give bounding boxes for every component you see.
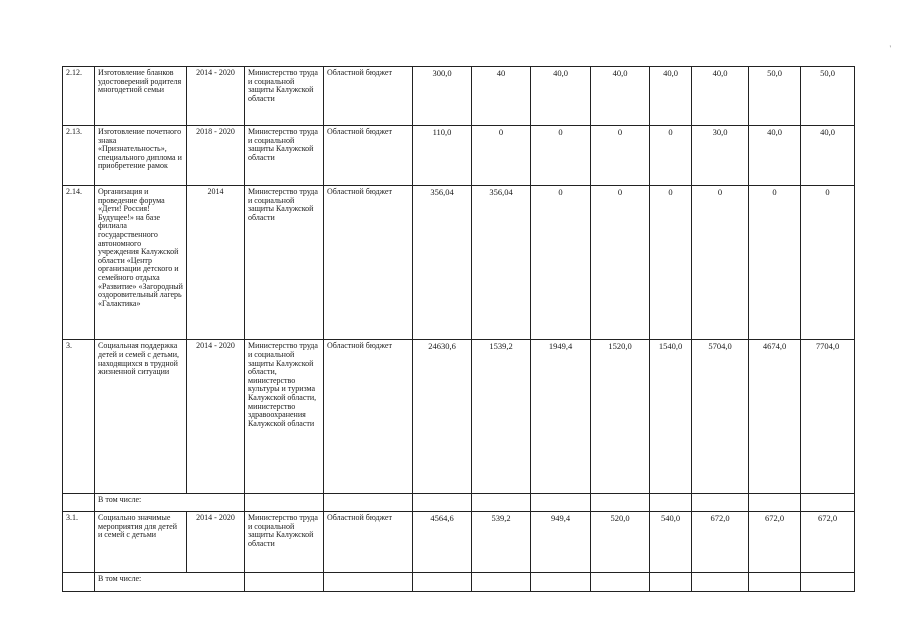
- budget-table: [62, 66, 855, 592]
- empty-cell: [749, 493, 801, 512]
- value-cell: 0: [472, 126, 531, 186]
- value-cell: 0: [692, 186, 749, 340]
- scan-mark: ': [889, 44, 891, 53]
- value-cell: 40,0: [531, 67, 591, 126]
- row-period: 2014: [187, 186, 245, 340]
- value-cell: 0: [591, 126, 650, 186]
- empty-cell: [324, 493, 413, 512]
- row-period: 2014 - 2020: [187, 340, 245, 493]
- row-name: Изготовление бланков удостоверений родителя многодетной семьи: [95, 67, 187, 126]
- row-executor: Министерство труда и социальной защиты Калужской области: [245, 186, 324, 340]
- value-cell: 40: [472, 67, 531, 126]
- empty-cell: [531, 493, 591, 512]
- row-name: Социально значимые мероприятия для детей и семей с детьми: [95, 512, 187, 573]
- row-period: 2014 - 2020: [187, 512, 245, 573]
- empty-cell: [324, 573, 413, 592]
- value-cell: 0: [650, 126, 692, 186]
- row-name: Изготовление почетного знака «Признательность», специального диплома и приобретение рамок: [95, 126, 187, 186]
- empty-cell: [245, 493, 324, 512]
- row-source: Областной бюджет: [324, 67, 413, 126]
- value-cell: 0: [650, 186, 692, 340]
- row-number: 3.: [63, 340, 95, 493]
- value-cell: 40,0: [692, 67, 749, 126]
- value-cell: 50,0: [749, 67, 801, 126]
- empty-cell: [245, 573, 324, 592]
- table-row: [63, 186, 855, 340]
- empty-cell: [801, 493, 855, 512]
- value-cell: 40,0: [650, 67, 692, 126]
- row-number: 2.13.: [63, 126, 95, 186]
- table-row: [63, 67, 855, 126]
- value-cell: 539,2: [472, 512, 531, 573]
- empty-cell: [413, 573, 472, 592]
- empty-cell: [472, 573, 531, 592]
- table-row: [63, 512, 855, 573]
- value-cell: 1539,2: [472, 340, 531, 493]
- subtotal-label: В том числе:: [95, 573, 245, 592]
- empty-cell: [801, 573, 855, 592]
- subtotal-row: [63, 573, 855, 592]
- empty-cell: [692, 573, 749, 592]
- value-cell: 1540,0: [650, 340, 692, 493]
- empty-cell: [650, 573, 692, 592]
- value-cell: 0: [531, 126, 591, 186]
- empty-cell: [591, 493, 650, 512]
- row-number: 2.14.: [63, 186, 95, 340]
- value-total: 4564,6: [413, 512, 472, 573]
- value-cell: 520,0: [591, 512, 650, 573]
- row-name: Организация и проведение форума «Дети! Россия! Будущее!» на базе филиала государственного автономного учреждения Калужской области «Центр организации детского и семейного отдыха «Развитие» «Загородный оздоровительный лагерь «Галактика»: [95, 186, 187, 340]
- value-cell: 50,0: [801, 67, 855, 126]
- value-cell: 7704,0: [801, 340, 855, 493]
- value-cell: 0: [749, 186, 801, 340]
- empty-cell: [591, 573, 650, 592]
- value-cell: 40,0: [749, 126, 801, 186]
- row-source: Областной бюджет: [324, 126, 413, 186]
- value-total: 356,04: [413, 186, 472, 340]
- row-executor: Министерство труда и социальной защиты Калужской области: [245, 126, 324, 186]
- row-source: Областной бюджет: [324, 512, 413, 573]
- row-number: 2.12.: [63, 67, 95, 126]
- value-cell: 672,0: [749, 512, 801, 573]
- row-source: Областной бюджет: [324, 340, 413, 493]
- value-cell: 672,0: [801, 512, 855, 573]
- empty-cell: [531, 573, 591, 592]
- empty-cell: [692, 493, 749, 512]
- value-cell: 1520,0: [591, 340, 650, 493]
- row-period: 2018 - 2020: [187, 126, 245, 186]
- table-row: [63, 126, 855, 186]
- row-executor: Министерство труда и социальной защиты Калужской области: [245, 512, 324, 573]
- value-cell: 356,04: [472, 186, 531, 340]
- empty-cell: [472, 493, 531, 512]
- subtotal-label: В том числе:: [95, 493, 245, 512]
- value-cell: 672,0: [692, 512, 749, 573]
- value-cell: 40,0: [591, 67, 650, 126]
- value-cell: 30,0: [692, 126, 749, 186]
- subtotal-row: [63, 493, 855, 512]
- value-cell: 5704,0: [692, 340, 749, 493]
- empty-cell: [413, 493, 472, 512]
- value-total: 300,0: [413, 67, 472, 126]
- value-cell: 949,4: [531, 512, 591, 573]
- value-cell: 540,0: [650, 512, 692, 573]
- value-cell: 40,0: [801, 126, 855, 186]
- empty-cell: [749, 573, 801, 592]
- empty-cell: [63, 573, 95, 592]
- value-cell: 0: [591, 186, 650, 340]
- empty-cell: [650, 493, 692, 512]
- table-row: [63, 340, 855, 493]
- row-executor: Министерство труда и социальной защиты Калужской области, министерство культуры и туризма Калужской области, министерство здравоохранения Калужской области: [245, 340, 324, 493]
- row-name: Социальная поддержка детей и семей с детьми, находящихся в трудной жизненной ситуации: [95, 340, 187, 493]
- value-cell: 1949,4: [531, 340, 591, 493]
- row-period: 2014 - 2020: [187, 67, 245, 126]
- value-total: 24630,6: [413, 340, 472, 493]
- value-cell: 4674,0: [749, 340, 801, 493]
- value-total: 110,0: [413, 126, 472, 186]
- empty-cell: [63, 493, 95, 512]
- row-source: Областной бюджет: [324, 186, 413, 340]
- value-cell: 0: [801, 186, 855, 340]
- row-executor: Министерство труда и социальной защиты Калужской области: [245, 67, 324, 126]
- value-cell: 0: [531, 186, 591, 340]
- row-number: 3.1.: [63, 512, 95, 573]
